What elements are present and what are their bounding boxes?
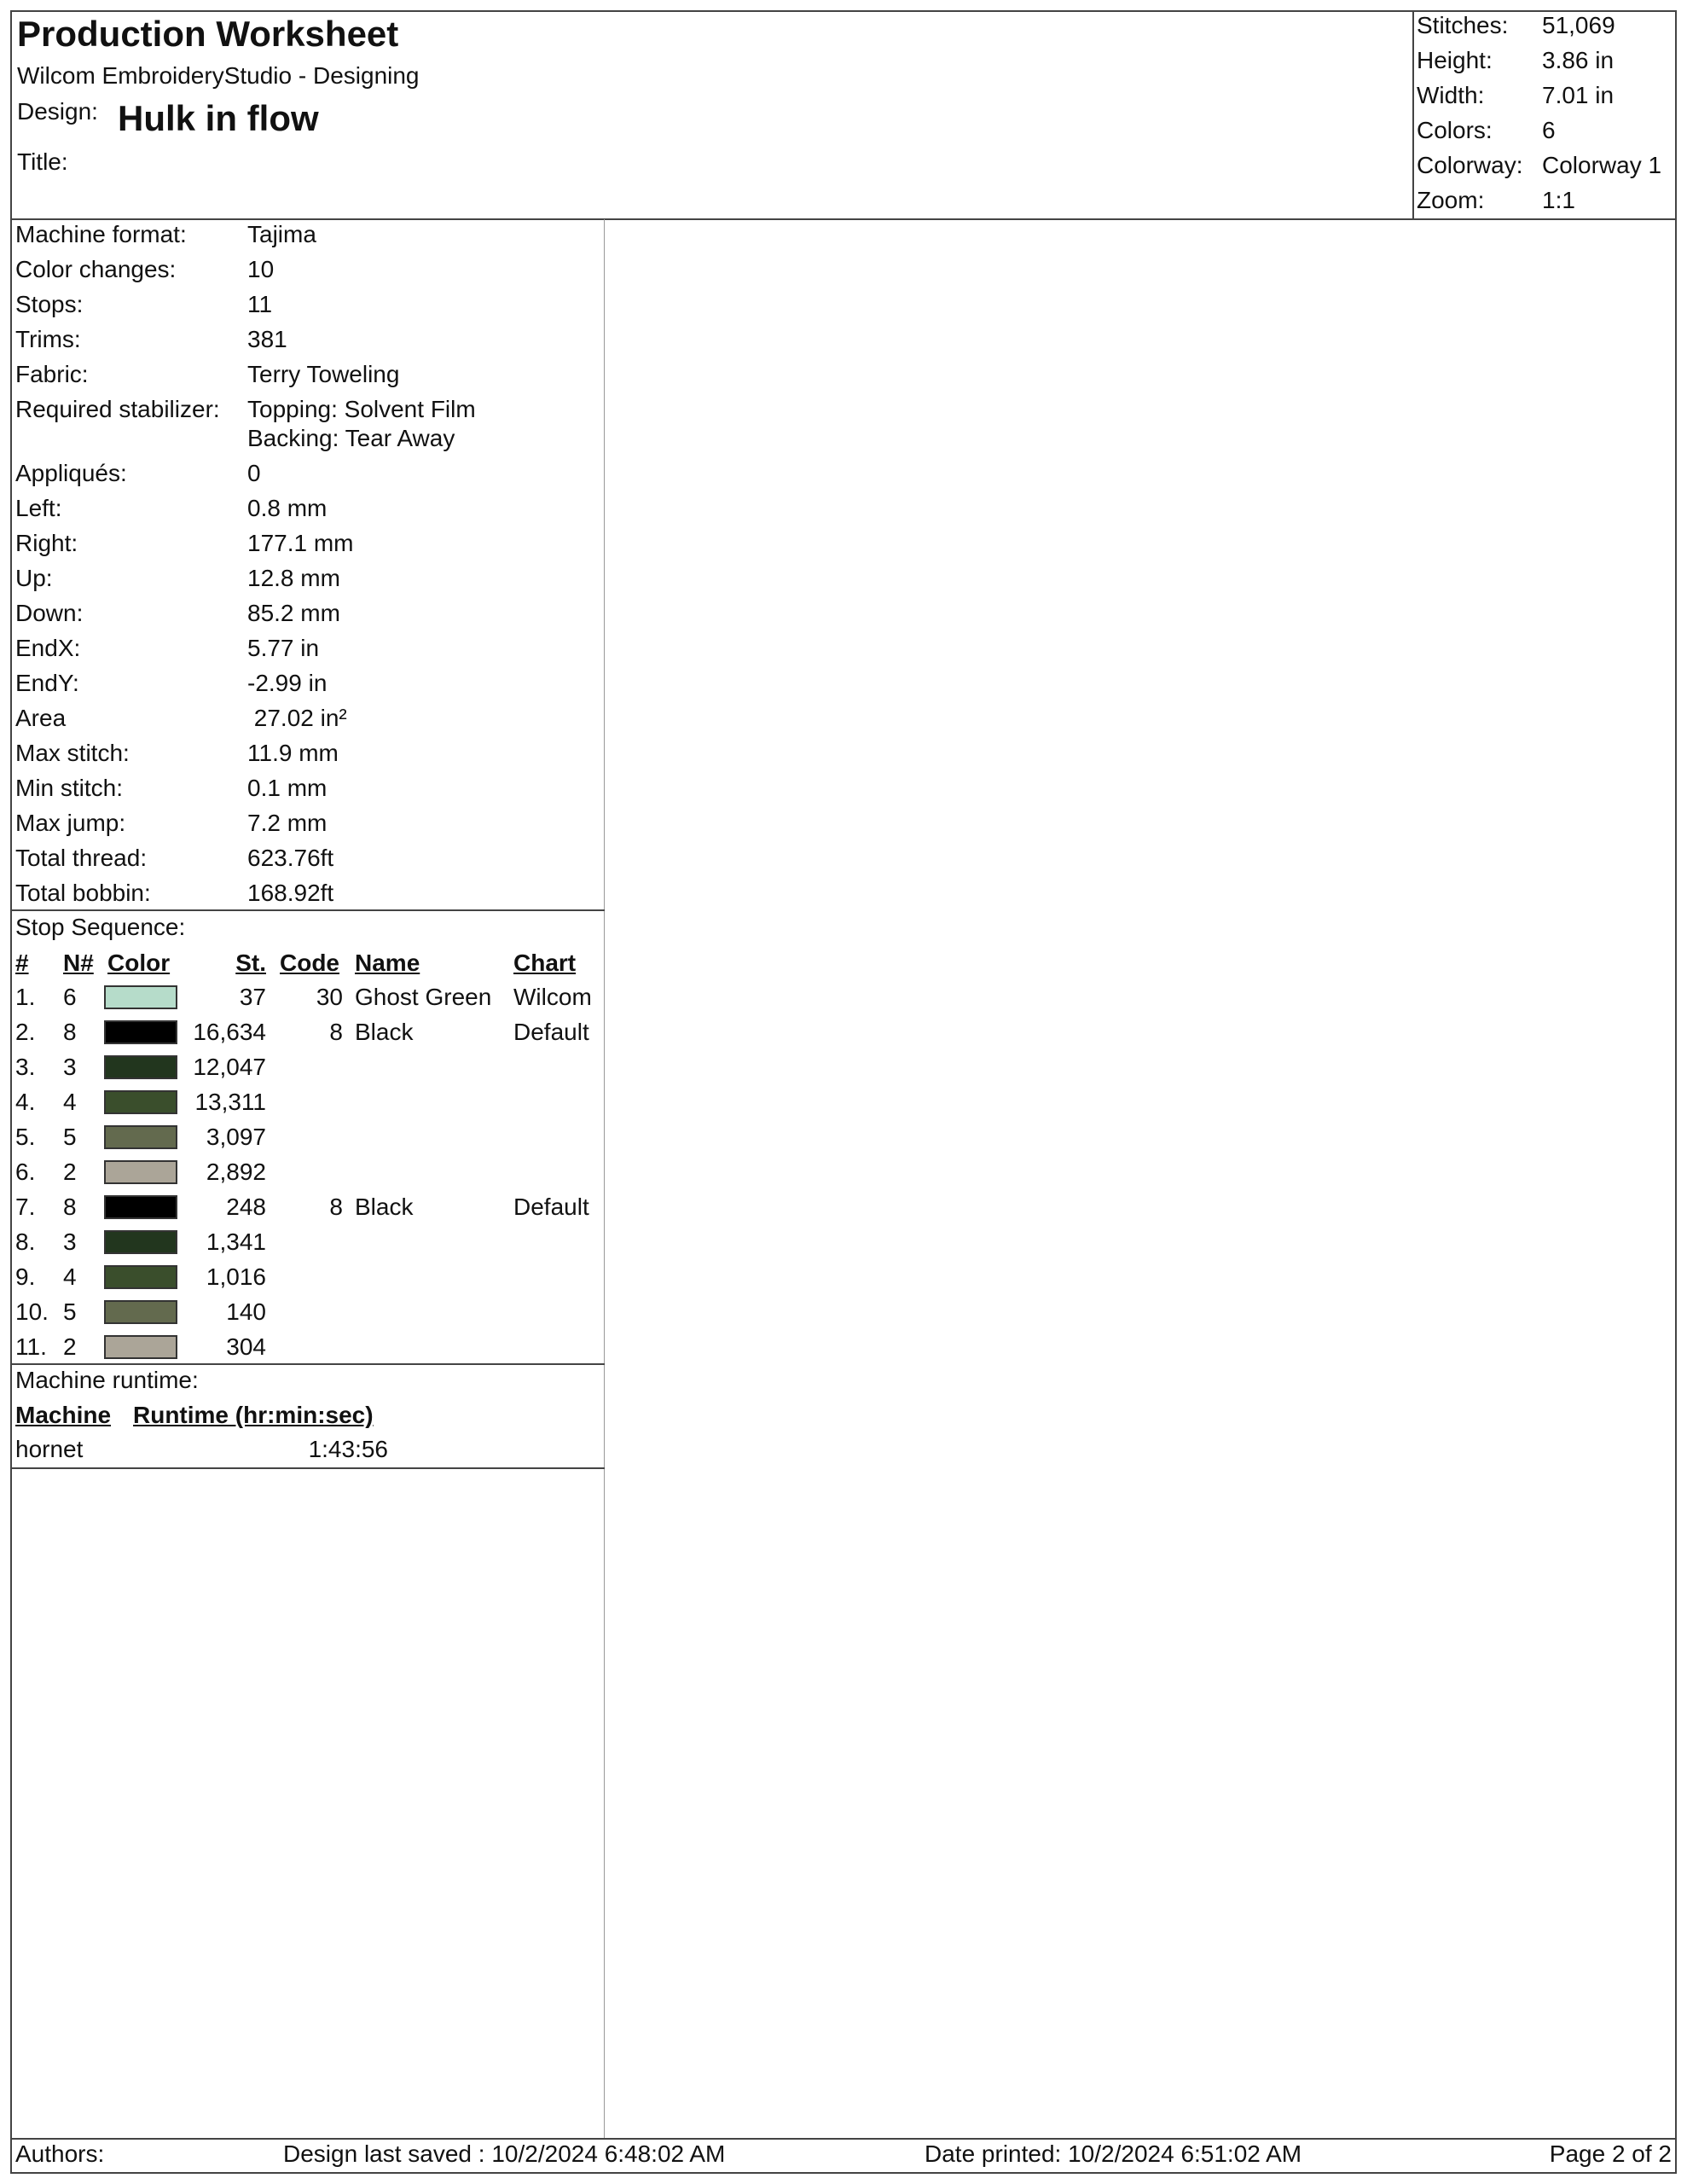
footer-last-saved: Design last saved : 10/2/2024 6:48:02 AM — [283, 2140, 726, 2167]
detail-value: 177.1 mm — [247, 530, 354, 556]
colorway-label: Colorway: — [1417, 152, 1523, 178]
stop-row-number: 11. — [15, 1333, 47, 1360]
detail-label: Appliqués: — [15, 460, 127, 486]
detail-value: Terry Toweling — [247, 361, 400, 387]
detail-value: 85.2 mm — [247, 600, 340, 626]
detail-value: 0 — [247, 460, 261, 486]
detail-value: -2.99 in — [247, 670, 328, 696]
stop-row-color-swatch — [104, 1055, 177, 1079]
stop-row-color-swatch — [104, 1125, 177, 1149]
footer-date-printed: Date printed: 10/2/2024 6:51:02 AM — [925, 2140, 1302, 2167]
stop-row-needle: 3 — [63, 1228, 77, 1255]
stop-row-color-swatch — [104, 985, 177, 1009]
runtime-col-runtime: Runtime (hr:min:sec) — [133, 1402, 374, 1428]
stop-row-stitches: 12,047 — [193, 1054, 266, 1080]
stop-row-needle: 4 — [63, 1263, 77, 1290]
width-label: Width: — [1417, 82, 1485, 108]
stop-row-needle: 5 — [63, 1298, 77, 1325]
stop-row-needle: 4 — [63, 1089, 77, 1115]
runtime-value: 1:43:56 — [308, 1436, 388, 1462]
stitches-value: 51,069 — [1542, 12, 1615, 38]
col-stitches: St. — [235, 950, 266, 976]
width-value: 7.01 in — [1542, 82, 1615, 108]
col-name: Name — [355, 950, 420, 976]
stop-row-name: Black — [355, 1194, 414, 1220]
col-number: # — [15, 950, 29, 976]
detail-label: Fabric: — [15, 361, 89, 387]
stop-row-code: 8 — [329, 1194, 343, 1220]
stops-divider — [10, 1363, 605, 1365]
footer-divider — [10, 2138, 1677, 2140]
stop-row-number: 9. — [15, 1263, 36, 1290]
col-code: Code — [280, 950, 339, 976]
design-name: Hulk in flow — [118, 98, 319, 138]
detail-value: 27.02 in² — [247, 705, 347, 731]
stop-row-number: 5. — [15, 1124, 36, 1150]
stitches-label: Stitches: — [1417, 12, 1509, 38]
detail-value: 12.8 mm — [247, 565, 340, 591]
detail-label: Left: — [15, 495, 62, 521]
stop-row-name: Black — [355, 1019, 414, 1045]
stop-row-stitches: 13,311 — [194, 1089, 266, 1115]
runtime-col-machine: Machine — [15, 1402, 112, 1428]
detail-label: Up: — [15, 565, 53, 591]
detail-label: Max stitch: — [15, 740, 130, 766]
detail-value: 168.92ft — [247, 880, 334, 906]
title-label: Title: — [17, 148, 68, 175]
detail-label: Area — [15, 705, 67, 731]
stop-row-stitches: 140 — [226, 1298, 266, 1325]
stop-row-stitches: 304 — [226, 1333, 266, 1360]
col-color: Color — [107, 950, 171, 976]
detail-value: 7.2 mm — [247, 810, 328, 836]
detail-label: Trims: — [15, 326, 81, 352]
detail-value: 11 — [247, 291, 273, 317]
detail-label: EndX: — [15, 635, 81, 661]
detail-value: 381 — [247, 326, 287, 352]
detail-value: 0.8 mm — [247, 495, 328, 521]
height-value: 3.86 in — [1542, 47, 1615, 73]
detail-label: EndY: — [15, 670, 79, 696]
col-needle: N# — [63, 950, 94, 976]
detail-value: 11.9 mm — [247, 740, 339, 766]
stop-row-chart: Default — [513, 1019, 589, 1045]
stop-row-color-swatch — [104, 1195, 177, 1219]
detail-value: 0.1 mm — [247, 775, 328, 801]
detail-value: Topping: Solvent Film — [247, 396, 476, 422]
stop-row-needle: 5 — [63, 1124, 77, 1150]
stop-row-color-swatch — [104, 1020, 177, 1044]
stop-row-needle: 8 — [63, 1019, 77, 1045]
stop-row-needle: 2 — [63, 1159, 77, 1185]
detail-value: 623.76ft — [247, 845, 334, 871]
stop-row-number: 4. — [15, 1089, 36, 1115]
footer-page-number: Page 2 of 2 — [1549, 2140, 1672, 2167]
detail-label: Right: — [15, 530, 78, 556]
footer-authors: Authors: — [15, 2140, 105, 2167]
runtime-machine: hornet — [15, 1436, 84, 1462]
detail-label: Machine format: — [15, 221, 187, 247]
runtime-heading: Machine runtime: — [15, 1367, 199, 1393]
stop-row-color-swatch — [104, 1160, 177, 1184]
stop-row-number: 8. — [15, 1228, 36, 1255]
stop-row-name: Ghost Green — [355, 984, 492, 1010]
stop-row-needle: 8 — [63, 1194, 77, 1220]
runtime-divider — [10, 1467, 605, 1469]
details-divider — [10, 909, 605, 911]
stop-row-needle: 6 — [63, 984, 77, 1010]
zoom-value: 1:1 — [1542, 187, 1575, 213]
stop-row-stitches: 3,097 — [206, 1124, 266, 1150]
stop-row-number: 7. — [15, 1194, 36, 1220]
stop-row-color-swatch — [104, 1265, 177, 1289]
stop-row-number: 2. — [15, 1019, 36, 1045]
summary-divider — [1412, 10, 1414, 219]
colorway-value: Colorway 1 — [1542, 152, 1662, 178]
stop-sequence-heading: Stop Sequence: — [15, 914, 186, 940]
stop-row-color-swatch — [104, 1090, 177, 1114]
stop-row-color-swatch — [104, 1335, 177, 1359]
detail-label: Required stabilizer: — [15, 396, 220, 422]
detail-value: 5.77 in — [247, 635, 320, 661]
stop-row-code: 30 — [316, 984, 343, 1010]
zoom-label: Zoom: — [1417, 187, 1485, 213]
stop-row-stitches: 1,341 — [206, 1228, 266, 1255]
detail-label: Down: — [15, 600, 84, 626]
stop-row-chart: Wilcom — [513, 984, 592, 1010]
stop-row-number: 3. — [15, 1054, 36, 1080]
detail-label: Total thread: — [15, 845, 148, 871]
stop-row-color-swatch — [104, 1300, 177, 1324]
page-title: Production Worksheet — [17, 14, 399, 54]
stop-row-stitches: 37 — [239, 984, 266, 1010]
detail-label: Total bobbin: — [15, 880, 151, 906]
design-label: Design: — [17, 98, 98, 125]
left-panel-divider — [604, 219, 605, 2139]
detail-label: Color changes: — [15, 256, 177, 282]
stop-row-stitches: 248 — [226, 1194, 266, 1220]
detail-value: 10 — [247, 256, 275, 282]
colors-value: 6 — [1542, 117, 1556, 143]
stop-row-chart: Default — [513, 1194, 589, 1220]
detail-label: Max jump: — [15, 810, 126, 836]
detail-label: Min stitch: — [15, 775, 124, 801]
stop-row-needle: 3 — [63, 1054, 77, 1080]
stop-row-code: 8 — [329, 1019, 343, 1045]
height-label: Height: — [1417, 47, 1493, 73]
app-name: Wilcom EmbroideryStudio - Designing — [17, 62, 420, 89]
stop-row-number: 6. — [15, 1159, 36, 1185]
stop-row-stitches: 1,016 — [206, 1263, 266, 1290]
stop-row-number: 1. — [15, 984, 36, 1010]
stop-row-needle: 2 — [63, 1333, 77, 1360]
col-chart: Chart — [513, 950, 577, 976]
stop-row-color-swatch — [104, 1230, 177, 1254]
detail-value: Tajima — [247, 221, 316, 247]
detail-value-second-line: Backing: Tear Away — [247, 425, 455, 451]
stop-row-number: 10. — [15, 1298, 49, 1325]
stop-row-stitches: 16,634 — [193, 1019, 266, 1045]
stop-row-stitches: 2,892 — [206, 1159, 266, 1185]
colors-label: Colors: — [1417, 117, 1493, 143]
detail-label: Stops: — [15, 291, 84, 317]
